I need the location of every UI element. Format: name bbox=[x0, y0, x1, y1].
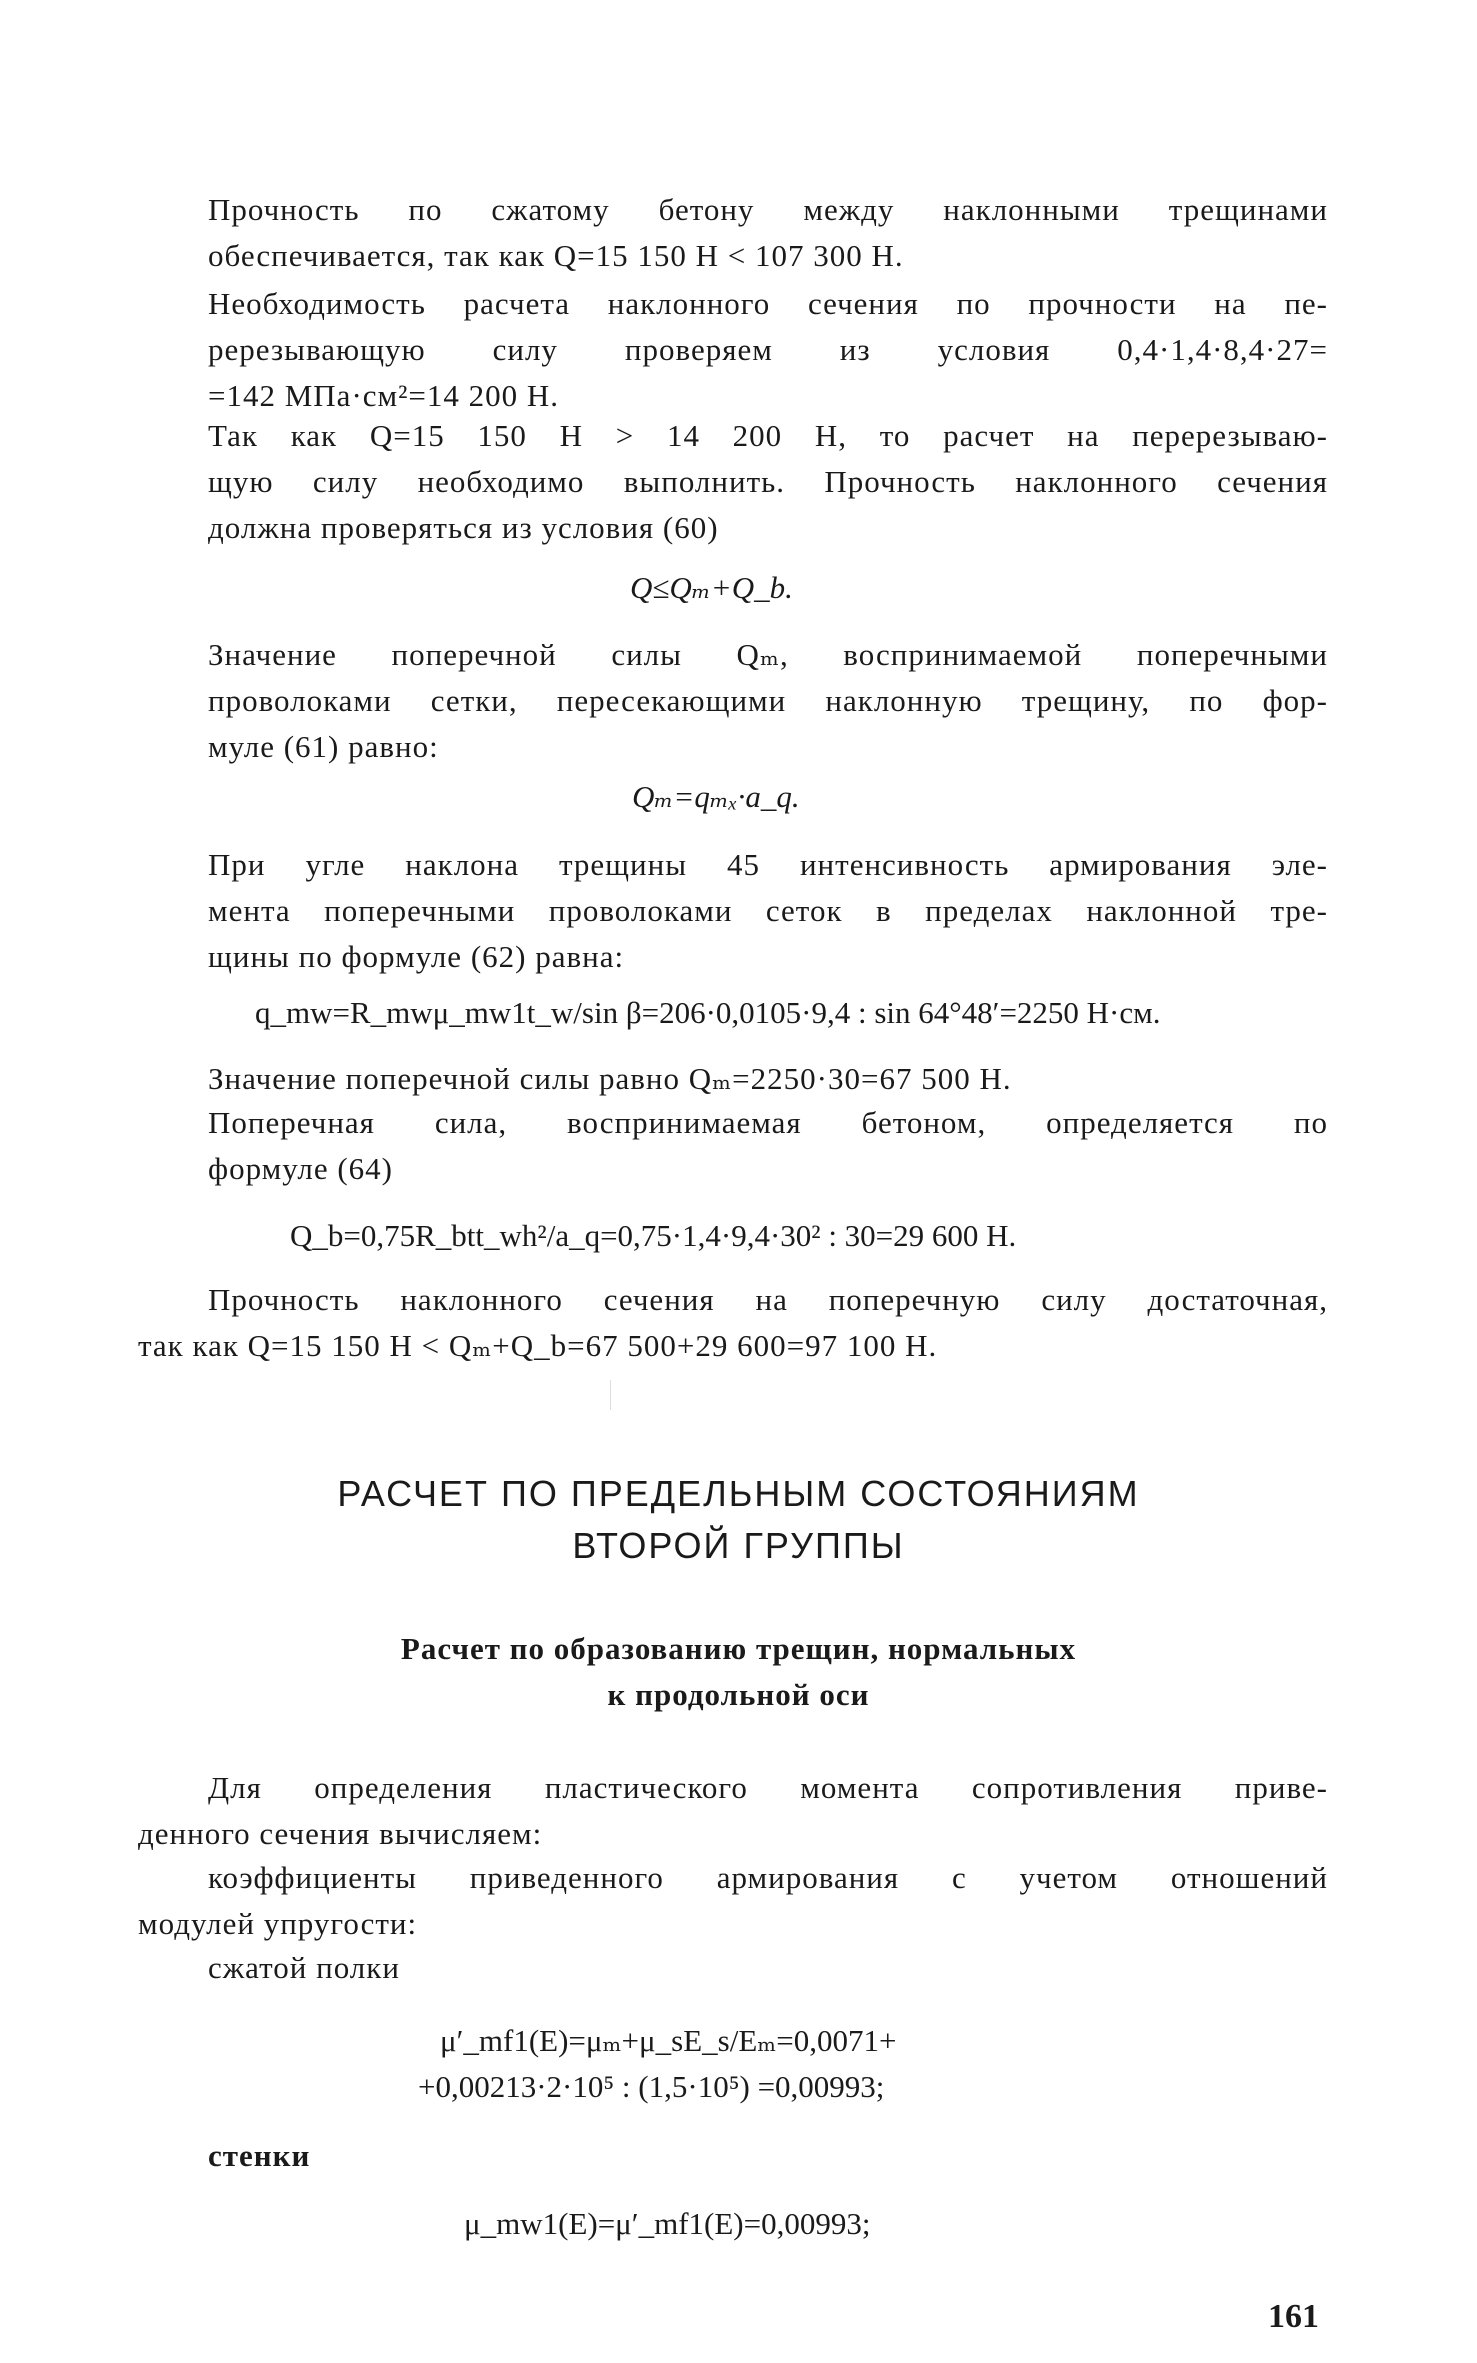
heading-line: ВТОРОЙ ГРУППЫ bbox=[572, 1525, 905, 1566]
paragraph-web bbox=[208, 2133, 1328, 2179]
text-line: ререзывающую силу проверяем из условия 0,4·1,4·8,4·27= bbox=[208, 332, 1328, 367]
paragraph-compressed-flange bbox=[208, 1945, 1328, 1991]
text-line: Поперечная сила, воспринимаемая бетоном, определяется по bbox=[208, 1105, 1328, 1140]
text-line: модулей упругости: bbox=[138, 1906, 418, 1941]
page-number: 161 bbox=[1268, 2298, 1319, 2335]
paragraph-shear-check bbox=[208, 281, 1328, 419]
paragraph-concrete-shear bbox=[208, 1100, 1328, 1192]
formula-line: +0,00213·2·10⁵ : (1,5·10⁵) =0,00993; bbox=[418, 2069, 885, 2104]
text-line: При угле наклона трещины 45 интенсивность армирования эле- bbox=[208, 847, 1328, 882]
text-line: Для определения пластического момента сопротивления приве- bbox=[208, 1770, 1328, 1805]
text-line: формуле (64) bbox=[208, 1151, 393, 1186]
text-line: Прочность по сжатому бетону между наклонными трещинами bbox=[208, 192, 1328, 227]
text-line: стенки bbox=[208, 2138, 311, 2173]
paragraph-shear-force-wires bbox=[208, 632, 1328, 770]
section-heading bbox=[0, 1468, 1477, 1572]
text-line: муле (61) равно: bbox=[208, 729, 439, 764]
heading-line: Расчет по образованию трещин, нормальных bbox=[400, 1631, 1077, 1666]
formula-64: Q_b=0,75R_btt_wh²/a_q=0,75·1,4·9,4·30² : 30=29 600 Н. bbox=[290, 1218, 1017, 1253]
paragraph-shear-value bbox=[208, 1056, 1328, 1102]
paragraph-strength-sufficient bbox=[138, 1277, 1328, 1369]
paragraph-plastic-moment bbox=[138, 1765, 1328, 1857]
divider bbox=[610, 1380, 611, 1410]
paragraph-shear-required bbox=[208, 413, 1328, 551]
paragraph-reinforcement-intensity bbox=[208, 842, 1328, 980]
text-line: мента поперечными проволоками сеток в пределах наклонной тре- bbox=[208, 893, 1328, 928]
formula-62: q_mw=R_mwμ_mw1t_w/sin β=206·0,0105·9,4 : sin 64°48′=2250 Н·см. bbox=[255, 995, 1161, 1030]
paragraph-reduced-coefficients bbox=[138, 1855, 1328, 1947]
text-line: Прочность наклонного сечения на поперечную силу достаточная, bbox=[208, 1282, 1328, 1317]
text-line: проволоками сетки, пересекающими наклонную трещину, по фор- bbox=[208, 683, 1328, 718]
heading-line: к продольной оси bbox=[607, 1677, 870, 1712]
text-line: щины по формуле (62) равна: bbox=[208, 939, 625, 974]
text-line: щую силу необходимо выполнить. Прочность наклонного сечения bbox=[208, 464, 1328, 499]
text-line: Необходимость расчета наклонного сечения по прочности на пе- bbox=[208, 286, 1328, 321]
paragraph-compressed-concrete bbox=[208, 187, 1328, 279]
subsection-heading bbox=[0, 1626, 1477, 1718]
text-line: должна проверяться из условия (60) bbox=[208, 510, 719, 545]
heading-line: РАСЧЕТ ПО ПРЕДЕЛЬНЫМ СОСТОЯНИЯМ bbox=[337, 1473, 1140, 1514]
formula-web-coefficient: μ_mw1(E)=μ′_mf1(E)=0,00993; bbox=[464, 2206, 871, 2241]
text-line: коэффициенты приведенного армирования с учетом отношений bbox=[208, 1860, 1328, 1895]
text-line: так как Q=15 150 Н < Qₘ+Q_b=67 500+29 600=97 100 Н. bbox=[138, 1328, 938, 1363]
text-line: Значение поперечной силы равно Qₘ=2250·30=67 500 Н. bbox=[208, 1061, 1012, 1096]
text-line: Так как Q=15 150 Н > 14 200 Н, то расчет на перерезываю- bbox=[208, 418, 1328, 453]
text-line: Значение поперечной силы Qₘ, воспринимаемой поперечными bbox=[208, 637, 1328, 672]
formula-condition-60: Q≤Qₘ+Q_b. bbox=[630, 570, 793, 605]
formula-flange-coefficient bbox=[418, 2018, 896, 2110]
text-line: =142 МПа·см²=14 200 Н. bbox=[208, 378, 560, 413]
text-line: денного сечения вычисляем: bbox=[138, 1816, 543, 1851]
formula-line: μ′_mf1(E)=μₘ+μ_sE_s/Eₘ=0,0071+ bbox=[440, 2023, 897, 2058]
formula-61: Qₘ=qₘₓ·a_q. bbox=[632, 779, 800, 814]
text-line: сжатой полки bbox=[208, 1950, 400, 1985]
text-line: обеспечивается, так как Q=15 150 Н < 107 300 Н. bbox=[208, 238, 904, 273]
